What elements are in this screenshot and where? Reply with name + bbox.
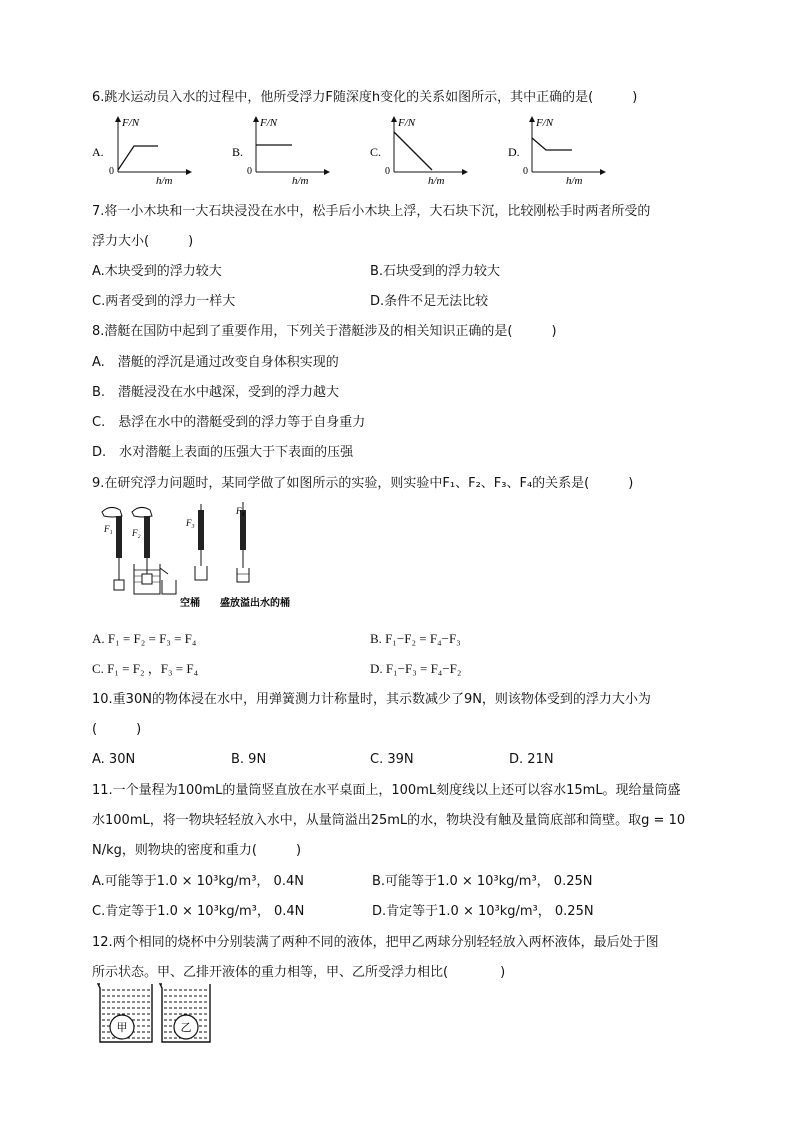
q9-stem: 9.在研究浮力问题时，某同学做了如图所示的实验，则实验中F₁、F₂、F₃、F₄的关系是( ) xyxy=(92,476,634,491)
q9-caption-empty: 空桶 xyxy=(180,598,200,609)
q6-graph-b-xlabel: h/m xyxy=(292,175,309,184)
q6-graph-d-xlabel: h/m xyxy=(566,175,583,184)
q7-option-c: C.两者受到的浮力一样大 xyxy=(92,294,236,309)
q11-option-d: D.肯定等于1.0 × 10³kg/m³， 0.25N xyxy=(372,904,594,919)
q9-option-c: C. F₁ = F₂ ，F₃ = F₄ xyxy=(92,661,199,676)
q8-option-d: D. 水对潜艇上表面的压强大于下表面的压强 xyxy=(92,445,354,460)
ball-yi-label: 乙 xyxy=(180,1022,192,1034)
q11-option-b: B.可能等于1.0 × 10³kg/m³， 0.25N xyxy=(372,874,593,889)
q9-label-f4: F₄ xyxy=(236,506,245,516)
q9-option-d: D. F₁−F₃ = F₄−F₂ xyxy=(370,661,462,676)
q6-graph-c-xlabel: h/m xyxy=(428,175,445,184)
q7-stem-line1: 7.将一小木块和一大石块浸没在水中，松手后小木块上浮，大石块下沉，比较刚松手时两者所受的 xyxy=(92,204,651,219)
q11-stem-line1: 11.一个量程为100mL的量筒竖直放在水平桌面上，100mL刻度线以上还可以容水15mL。现给量筒盛 xyxy=(92,783,681,798)
q7-option-d: D.条件不足无法比较 xyxy=(370,294,489,309)
q12-stem-line2: 所示状态。甲、乙排开液体的重力相等，甲、乙所受浮力相比( ) xyxy=(92,965,506,980)
q6-graph-c-option: C. xyxy=(370,145,382,159)
q9-experiment-figure xyxy=(98,502,298,614)
ball-jia-label: 甲 xyxy=(116,1022,128,1034)
q6-graph-a-option: A. xyxy=(92,145,104,159)
q6-graph-d-curve xyxy=(532,138,572,150)
q6-graph-d-ylabel: F/N xyxy=(536,117,554,129)
q10-option-d: D. 21N xyxy=(509,752,554,767)
q11-stem-line2: 水100mL，将一物块轻轻放入水中，从量筒溢出25mL的水，物块没有触及量筒底部和筒壁。取g = 10 xyxy=(92,813,686,828)
q6-graph-a xyxy=(92,114,202,184)
q8-option-c: C. 悬浮在水中的潜艇受到的浮力等于自身重力 xyxy=(92,415,366,430)
q10-stem-line2: ( ) xyxy=(92,722,142,737)
q7-stem-line2: 浮力大小( ) xyxy=(92,234,194,249)
q10-stem-line1: 10.重30N的物体浸在水中，用弹簧测力计称量时，其示数减少了9N，则该物体受到的浮力大小为 xyxy=(92,692,651,707)
q9-label-f1: F₁ xyxy=(104,524,113,534)
q11-option-a: A.可能等于1.0 × 10³kg/m³， 0.4N xyxy=(92,874,304,889)
q6-graph-b-ylabel: F/N xyxy=(260,117,278,129)
q10-option-c: C. 39N xyxy=(370,752,414,767)
q6-graph-c-curve xyxy=(394,132,432,170)
q10-option-a: A. 30N xyxy=(92,752,136,767)
q6-graph-c xyxy=(370,114,480,184)
q6-stem: 6.跳水运动员入水的过程中，他所受浮力F随深度h变化的关系如图所示，其中正确的是( ) xyxy=(92,90,638,105)
q8-stem: 8.潜艇在国防中起到了重要作用，下列关于潜艇涉及的相关知识正确的是( ) xyxy=(92,324,557,339)
q11-stem-line3: N/kg，则物块的密度和重力( ) xyxy=(92,843,302,858)
q6-graph-b-origin: 0 xyxy=(247,166,252,177)
q6-graph-a-curve xyxy=(118,146,158,170)
q6-graph-d-option: D. xyxy=(508,145,520,159)
q9-option-a: A. F₁ = F₂ = F₃ = F₄ xyxy=(92,631,197,646)
q6-graph-a-ylabel: F/N xyxy=(122,117,140,129)
q10-option-b: B. 9N xyxy=(231,752,267,767)
q11-option-c: C.肯定等于1.0 × 10³kg/m³， 0.4N xyxy=(92,904,305,919)
q6-graph-d xyxy=(508,114,618,184)
q9-option-b: B. F₁−F₂ = F₄−F₃ xyxy=(370,631,461,646)
q6-graph-a-origin: 0 xyxy=(109,166,114,177)
q9-label-f3: F₃ xyxy=(186,518,195,528)
q12-beakers-figure xyxy=(94,980,224,1048)
q6-graph-a-xlabel: h/m xyxy=(156,175,173,184)
q6-graph-c-ylabel: F/N xyxy=(398,117,416,129)
q7-option-b: B.石块受到的浮力较大 xyxy=(370,264,501,279)
q6-graph-d-origin: 0 xyxy=(523,166,528,177)
q6-graph-b xyxy=(232,114,342,184)
q9-label-f2: F₂ xyxy=(132,528,141,538)
q7-option-a: A.木块受到的浮力较大 xyxy=(92,264,222,279)
q6-graph-b-option: B. xyxy=(232,145,244,159)
q12-stem-line1: 12.两个相同的烧杯中分别装满了两种不同的液体，把甲乙两球分别轻轻放入两杯液体，最后处于图 xyxy=(92,935,659,950)
q9-caption-full: 盛放溢出水的桶 xyxy=(220,598,290,609)
q6-graph-c-origin: 0 xyxy=(385,166,390,177)
q8-option-a: A. 潜艇的浮沉是通过改变自身体积实现的 xyxy=(92,355,339,370)
q8-option-b: B. 潜艇浸没在水中越深，受到的浮力越大 xyxy=(92,385,340,400)
